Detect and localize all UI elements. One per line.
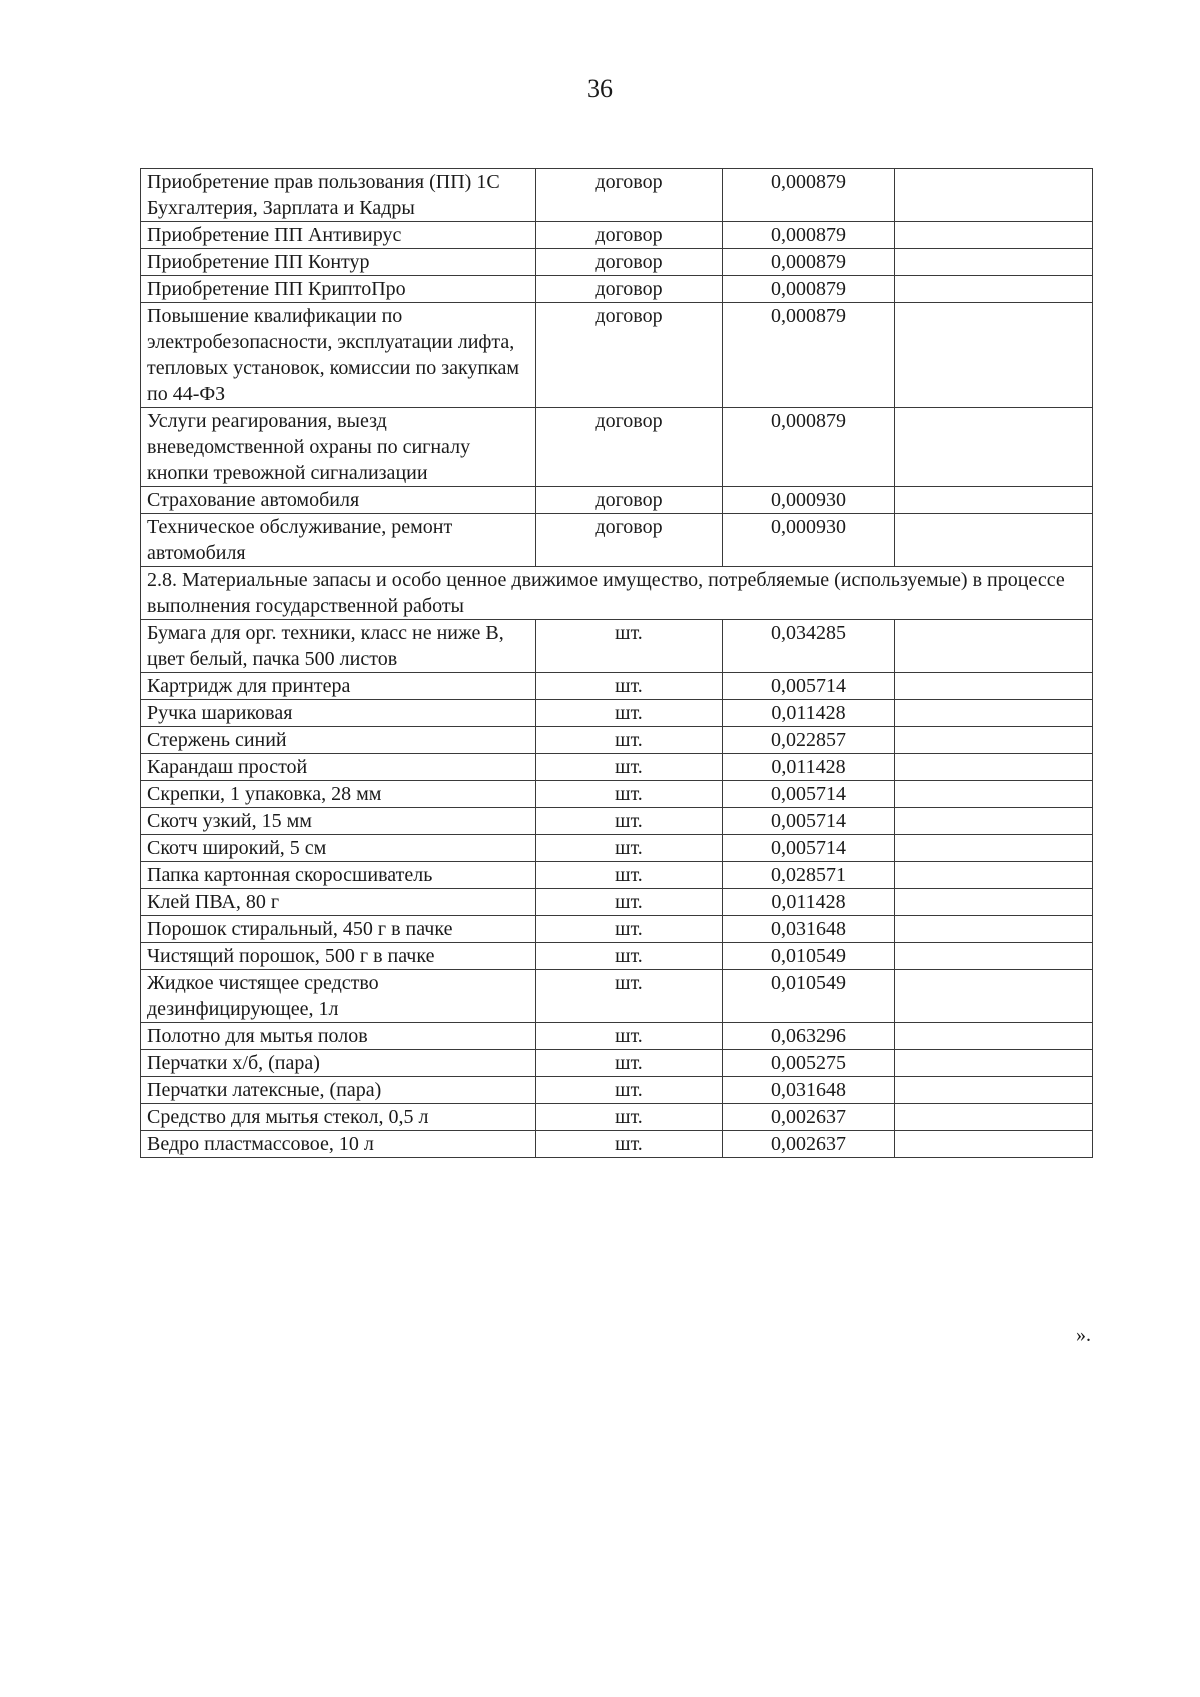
row-unit-cell: договор bbox=[536, 514, 723, 567]
row-unit-cell: шт. bbox=[536, 1077, 723, 1104]
table-body-top bbox=[141, 169, 1093, 567]
row-norm-cell: 0,000879 bbox=[723, 222, 895, 249]
row-note-cell bbox=[895, 781, 1093, 808]
table-row bbox=[141, 889, 1093, 916]
table-row bbox=[141, 303, 1093, 408]
page-number: 36 bbox=[587, 74, 613, 103]
table-section bbox=[141, 567, 1093, 620]
row-note-cell bbox=[895, 620, 1093, 673]
row-note-cell bbox=[895, 1131, 1093, 1158]
row-unit-cell: шт. bbox=[536, 727, 723, 754]
row-note-cell bbox=[895, 276, 1093, 303]
row-note-cell bbox=[895, 808, 1093, 835]
row-norm-cell: 0,063296 bbox=[723, 1023, 895, 1050]
row-norm-cell: 0,022857 bbox=[723, 727, 895, 754]
row-norm-cell: 0,000879 bbox=[723, 276, 895, 303]
row-norm-cell: 0,000930 bbox=[723, 514, 895, 567]
row-norm-cell: 0,000879 bbox=[723, 169, 895, 222]
row-note-cell bbox=[895, 1077, 1093, 1104]
row-norm-cell: 0,002637 bbox=[723, 1104, 895, 1131]
table-row bbox=[141, 808, 1093, 835]
row-note-cell bbox=[895, 1023, 1093, 1050]
table-row bbox=[141, 1077, 1093, 1104]
table-row bbox=[141, 169, 1093, 222]
table-row bbox=[141, 487, 1093, 514]
row-unit-cell: шт. bbox=[536, 700, 723, 727]
row-name-cell: Картридж для принтера bbox=[141, 673, 536, 700]
row-name-cell: Услуги реагирования, выезд вневедомственной охраны по сигналу кнопки тревожной сигнализации bbox=[141, 408, 536, 487]
table-row bbox=[141, 1131, 1093, 1158]
row-note-cell bbox=[895, 970, 1093, 1023]
row-note-cell bbox=[895, 169, 1093, 222]
row-name-cell: Бумага для орг. техники, класс не ниже В, цвет белый, пачка 500 листов bbox=[141, 620, 536, 673]
row-name-cell: Техническое обслуживание, ремонт автомобиля bbox=[141, 514, 536, 567]
table-row bbox=[141, 620, 1093, 673]
row-name-cell: Жидкое чистящее средство дезинфицирующее, 1л bbox=[141, 970, 536, 1023]
table-row bbox=[141, 943, 1093, 970]
closing-quote-mark: ». bbox=[1076, 1324, 1091, 1346]
row-name-cell: Перчатки х/б, (пара) bbox=[141, 1050, 536, 1077]
row-norm-cell: 0,011428 bbox=[723, 889, 895, 916]
row-norm-cell: 0,031648 bbox=[723, 1077, 895, 1104]
row-unit-cell: шт. bbox=[536, 943, 723, 970]
row-note-cell bbox=[895, 1050, 1093, 1077]
table-row bbox=[141, 1050, 1093, 1077]
row-name-cell: Скрепки, 1 упаковка, 28 мм bbox=[141, 781, 536, 808]
table-row bbox=[141, 862, 1093, 889]
row-norm-cell: 0,031648 bbox=[723, 916, 895, 943]
table-row bbox=[141, 673, 1093, 700]
row-note-cell bbox=[895, 303, 1093, 408]
row-norm-cell: 0,010549 bbox=[723, 943, 895, 970]
row-name-cell: Страхование автомобиля bbox=[141, 487, 536, 514]
table-row bbox=[141, 249, 1093, 276]
row-name-cell: Стержень синий bbox=[141, 727, 536, 754]
row-norm-cell: 0,005275 bbox=[723, 1050, 895, 1077]
row-norm-cell: 0,028571 bbox=[723, 862, 895, 889]
norms-table bbox=[140, 168, 1093, 1158]
row-name-cell: Клей ПВА, 80 г bbox=[141, 889, 536, 916]
row-norm-cell: 0,005714 bbox=[723, 808, 895, 835]
row-unit-cell: договор bbox=[536, 249, 723, 276]
row-name-cell: Средство для мытья стекол, 0,5 л bbox=[141, 1104, 536, 1131]
table-row bbox=[141, 1023, 1093, 1050]
table-row bbox=[141, 700, 1093, 727]
row-note-cell bbox=[895, 754, 1093, 781]
row-note-cell bbox=[895, 408, 1093, 487]
row-unit-cell: шт. bbox=[536, 835, 723, 862]
row-name-cell: Приобретение ПП КриптоПро bbox=[141, 276, 536, 303]
row-name-cell: Ручка шариковая bbox=[141, 700, 536, 727]
row-unit-cell: шт. bbox=[536, 808, 723, 835]
row-name-cell: Перчатки латексные, (пара) bbox=[141, 1077, 536, 1104]
row-name-cell: Скотч широкий, 5 см bbox=[141, 835, 536, 862]
row-name-cell: Приобретение прав пользования (ПП) 1С Бухгалтерия, Зарплата и Кадры bbox=[141, 169, 536, 222]
row-unit-cell: шт. bbox=[536, 1023, 723, 1050]
row-norm-cell: 0,000930 bbox=[723, 487, 895, 514]
section-heading-row bbox=[141, 567, 1093, 620]
row-note-cell bbox=[895, 727, 1093, 754]
row-unit-cell: шт. bbox=[536, 1131, 723, 1158]
row-norm-cell: 0,011428 bbox=[723, 754, 895, 781]
row-norm-cell: 0,005714 bbox=[723, 781, 895, 808]
table-row bbox=[141, 727, 1093, 754]
row-name-cell: Ведро пластмассовое, 10 л bbox=[141, 1131, 536, 1158]
row-norm-cell: 0,010549 bbox=[723, 970, 895, 1023]
row-unit-cell: шт. bbox=[536, 781, 723, 808]
row-unit-cell: шт. bbox=[536, 889, 723, 916]
row-unit-cell: договор bbox=[536, 169, 723, 222]
row-name-cell: Скотч узкий, 15 мм bbox=[141, 808, 536, 835]
row-unit-cell: шт. bbox=[536, 970, 723, 1023]
row-name-cell: Полотно для мытья полов bbox=[141, 1023, 536, 1050]
row-unit-cell: шт. bbox=[536, 1050, 723, 1077]
table-row bbox=[141, 835, 1093, 862]
table-row bbox=[141, 1104, 1093, 1131]
row-norm-cell: 0,000879 bbox=[723, 408, 895, 487]
row-name-cell: Карандаш простой bbox=[141, 754, 536, 781]
row-note-cell bbox=[895, 943, 1093, 970]
row-unit-cell: договор bbox=[536, 222, 723, 249]
table-row bbox=[141, 781, 1093, 808]
row-name-cell: Чистящий порошок, 500 г в пачке bbox=[141, 943, 536, 970]
row-norm-cell: 0,000879 bbox=[723, 249, 895, 276]
row-name-cell: Папка картонная скоросшиватель bbox=[141, 862, 536, 889]
row-norm-cell: 0,011428 bbox=[723, 700, 895, 727]
row-unit-cell: шт. bbox=[536, 862, 723, 889]
row-unit-cell: шт. bbox=[536, 620, 723, 673]
row-note-cell bbox=[895, 487, 1093, 514]
table-row bbox=[141, 916, 1093, 943]
row-norm-cell: 0,034285 bbox=[723, 620, 895, 673]
row-note-cell bbox=[895, 835, 1093, 862]
table-row bbox=[141, 514, 1093, 567]
table-body-bottom bbox=[141, 620, 1093, 1158]
table-row bbox=[141, 970, 1093, 1023]
row-unit-cell: договор bbox=[536, 487, 723, 514]
row-name-cell: Повышение квалификации по электробезопасности, эксплуатации лифта, тепловых установок, комиссии по закупкам по 44-ФЗ bbox=[141, 303, 536, 408]
row-unit-cell: шт. bbox=[536, 916, 723, 943]
row-unit-cell: шт. bbox=[536, 754, 723, 781]
row-unit-cell: договор bbox=[536, 276, 723, 303]
row-note-cell bbox=[895, 673, 1093, 700]
row-note-cell bbox=[895, 249, 1093, 276]
row-norm-cell: 0,005714 bbox=[723, 835, 895, 862]
row-name-cell: Приобретение ПП Антивирус bbox=[141, 222, 536, 249]
row-unit-cell: шт. bbox=[536, 1104, 723, 1131]
table-row bbox=[141, 222, 1093, 249]
row-norm-cell: 0,005714 bbox=[723, 673, 895, 700]
row-note-cell bbox=[895, 1104, 1093, 1131]
table-row bbox=[141, 408, 1093, 487]
row-note-cell bbox=[895, 862, 1093, 889]
row-unit-cell: договор bbox=[536, 303, 723, 408]
section-heading: 2.8. Материальные запасы и особо ценное движимое имущество, потребляемые (используемые) в процессе выполнения государственной работы bbox=[141, 567, 1093, 620]
row-note-cell bbox=[895, 889, 1093, 916]
row-norm-cell: 0,000879 bbox=[723, 303, 895, 408]
row-name-cell: Приобретение ПП Контур bbox=[141, 249, 536, 276]
row-norm-cell: 0,002637 bbox=[723, 1131, 895, 1158]
row-note-cell bbox=[895, 222, 1093, 249]
row-name-cell: Порошок стиральный, 450 г в пачке bbox=[141, 916, 536, 943]
row-unit-cell: шт. bbox=[536, 673, 723, 700]
row-note-cell bbox=[895, 700, 1093, 727]
row-note-cell bbox=[895, 916, 1093, 943]
table-row bbox=[141, 754, 1093, 781]
table-row bbox=[141, 276, 1093, 303]
row-note-cell bbox=[895, 514, 1093, 567]
row-unit-cell: договор bbox=[536, 408, 723, 487]
